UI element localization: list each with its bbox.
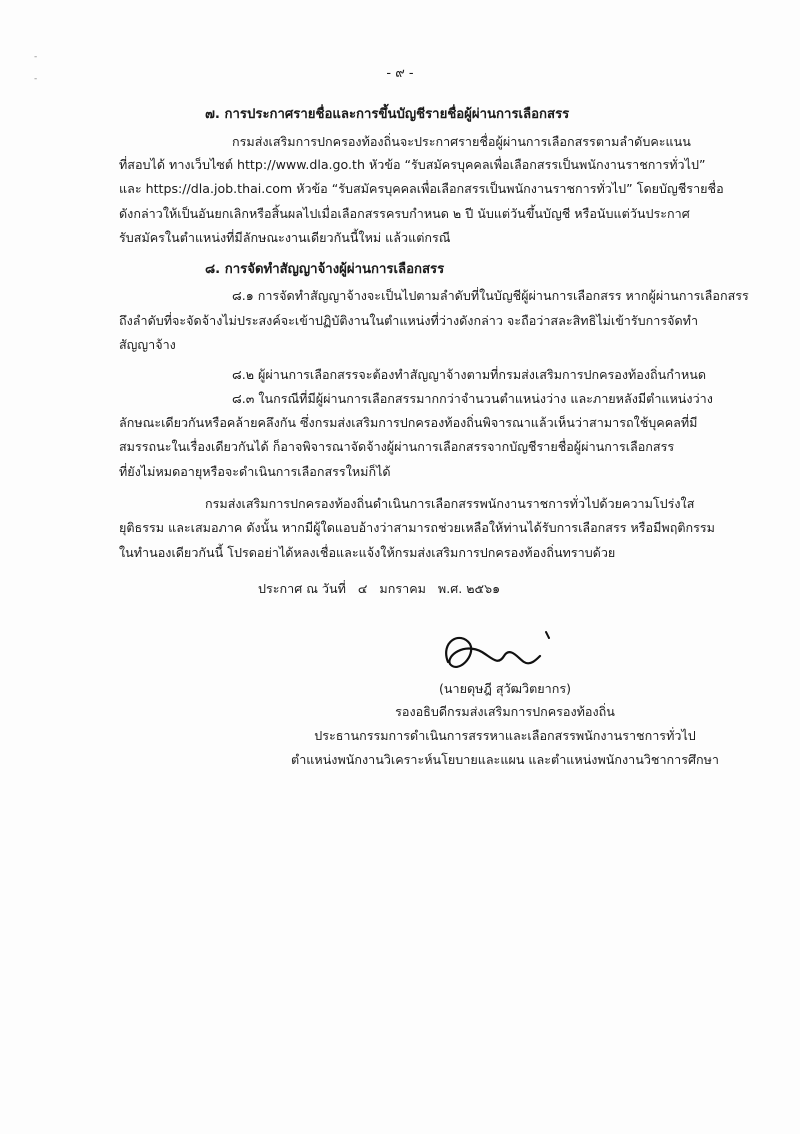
signatory-title: ตำแหน่งพนักงานวิเคราะห์นโยบายและแผน และตำแหน่งพนักงานวิชาการศึกษา [291,752,719,767]
closing-line: กรมส่งเสริมการปกครองท้องถิ่นดำเนินการเลือกสรรพนักงานราชการทั่วไปด้วยความโปร่งใส [205,496,695,511]
section-8-line: ลักษณะเดียวกันหรือคล้ายคลึงกัน ซึ่งกรมส่งเสริมการปกครองท้องถิ่นพิจารณาแล้วเห็นว่าสามารถใช้บุคคลที่มี [119,415,698,430]
section-7-heading: ๗. การประกาศรายชื่อและการขึ้นบัญชีรายชื่อผู้ผ่านการเลือกสรร [205,107,570,122]
section-8-line: ๘.๓ ในกรณีที่มีผู้ผ่านการเลือกสรรมากกว่าจำนวนตำแหน่งว่าง และภายหลังมีตำแหน่งว่าง [232,391,713,406]
section-8-line: ๘.๑ การจัดทำสัญญาจ้างจะเป็นไปตามลำดับที่ในบัญชีผู้ผ่านการเลือกสรร หากผู้ผ่านการเลือกสรร [232,288,749,303]
signatory-title: รองอธิบดีกรมส่งเสริมการปกครองท้องถิ่น [395,704,615,719]
handwritten-signature [430,622,560,682]
section-7-line: ดังกล่าวให้เป็นอันยกเลิกหรือสิ้นผลไปเมื่อเลือกสรรครบกำหนด ๒ ปี นับแต่วันขึ้นบัญชี หรือนับแต่วันประกาศ [119,206,690,221]
section-8-heading: ๘. การจัดทำสัญญาจ้างผู้ผ่านการเลือกสรร [205,262,445,277]
signatory-title: ประธานกรรมการดำเนินการสรรหาและเลือกสรรพนักงานราชการทั่วไป [314,728,696,743]
section-7-line: และ https://dla.job.thai.com หัวข้อ “รับสมัครบุคคลเพื่อเลือกสรรเป็นพนักงานราชการทั่วไป” โดยบัญชีรายชื่อ [119,181,724,196]
section-7-line: รับสมัครในตำแหน่งที่มีลักษณะงานเดียวกันนี้ใหม่ แล้วแต่กรณี [119,230,451,245]
closing-line: ยุติธรรม และเสมอภาค ดังนั้น หากมีผู้ใดแอบอ้างว่าสามารถช่วยเหลือให้ท่านได้รับการเลือกสรร หรือมีพฤติกรรม [119,520,715,535]
section-8-line: สัญญาจ้าง [119,337,176,352]
closing-line: ในทำนองเดียวกันนี้ โปรดอย่าได้หลงเชื่อและแจ้งให้กรมส่งเสริมการปกครองท้องถิ่นทราบด้วย [119,545,616,560]
section-7-line: กรมส่งเสริมการปกครองท้องถิ่นจะประกาศรายชื่อผู้ผ่านการเลือกสรรตามลำดับคะแนน [232,134,691,149]
page-number: - ๙ - [386,66,414,81]
section-8-line: ๘.๒ ผู้ผ่านการเลือกสรรจะต้องทำสัญญาจ้างตามที่กรมส่งเสริมการปกครองท้องถิ่นกำหนด [232,367,707,382]
scan-edge-mark: - [34,74,38,84]
section-8-line: ถึงลำดับที่จะจัดจ้างไม่ประสงค์จะเข้าปฏิบัติงานในตำแหน่งที่ว่างดังกล่าว จะถือว่าสละสิทธิไม่เข้ารับการจัดทำ [119,313,699,328]
signatory-name: (นายดุษฎี สุวัฒวิตยากร) [438,681,572,696]
scan-edge-mark: - [34,52,38,62]
section-7-line: ที่สอบได้ ทางเว็บไซต์ http://www.dla.go.th หัวข้อ “รับสมัครบุคคลเพื่อเลือกสรรเป็นพนักงานราชการทั่วไป” [119,157,706,172]
announcement-date: ประกาศ ณ วันที่ ๔ มกราคม พ.ศ. ๒๕๖๑ [258,581,501,596]
section-8-line: สมรรถนะในเรื่องเดียวกันได้ ก็อาจพิจารณาจัดจ้างผู้ผ่านการเลือกสรรจากบัญชีรายชื่อผู้ผ่านการเลือกสรร [119,439,675,454]
section-8-line: ที่ยังไม่หมดอายุหรือจะดำเนินการเลือกสรรใหม่ก็ได้ [119,464,391,479]
